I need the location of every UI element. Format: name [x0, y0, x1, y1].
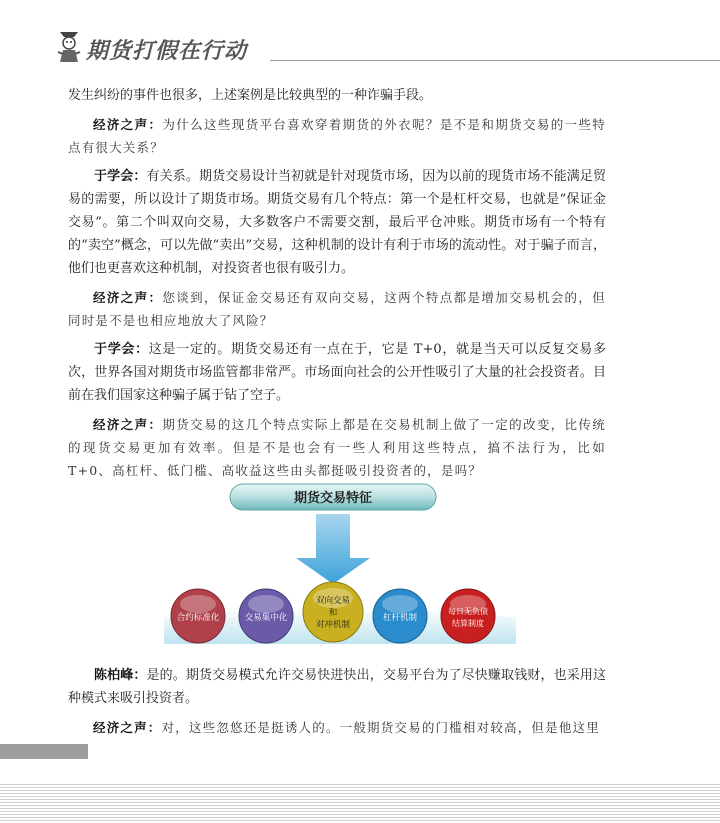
header-title: 期货打假在行动: [86, 39, 248, 64]
feature-circle: [441, 589, 495, 643]
svg-text:合约标准化: 合约标准化: [176, 613, 220, 623]
footer-stripes: [0, 784, 720, 823]
footer-tab: [0, 744, 88, 759]
paragraph: 经济之声：期货交易的这几个特点实际上都是在交易机制上做了一定的改变，比传统的现货交易更加有效率。但是不是也会有一些人利用这些特点，搞不法行为，比如 T+0、高杠杆、低门槛、高收益这些由头都挺吸引投资者的，是吗？: [68, 417, 606, 478]
speaker-label: 于学会：: [94, 169, 147, 184]
feature-circle: [303, 582, 363, 642]
speaker-label: 陈柏峰：: [94, 668, 147, 683]
paragraph: 于学会：这是一定的。期货交易还有一点在于，它是 T+0，就是当天可以反复交易多次，世界各国对期货市场监管都非常严。市场面向社会的公开性吸引了大量的社会投资者。目前在我们国家这种骗子属于钻了空子。: [68, 342, 606, 403]
svg-text:双向交易: 双向交易: [315, 596, 351, 606]
paragraph: 于学会：有关系。期货交易设计当初就是针对现货市场，因为以前的现货市场不能满足贸易的需要，所以设计了期货市场。期货交易有几个特点：第一个是杠杆交易，也就是“保证金交易”。第二个叫双向交易，大多数客户不需要交割，最后平仓冲账。期货市场有一个特有的“卖空”概念，可以先做“卖出”交易，这种机制的设计有利于市场的流动性。对于骗子而言，他们也更喜欢这种机制，对投资者也很有吸引力。: [68, 169, 606, 276]
speaker-label: 经济之声：: [93, 720, 162, 735]
feature-circle: [373, 589, 427, 643]
feature-circle: [171, 589, 225, 643]
paragraph: 陈柏峰：是的。期货交易模式允许交易快进快出，交易平台为了尽快赚取钱财，也采用这种模式来吸引投资者。: [68, 668, 606, 706]
svg-text:对冲机制: 对冲机制: [315, 620, 351, 630]
futures-features-diagram: [160, 478, 520, 650]
page-header: [48, 26, 720, 72]
mascot-icon: [54, 30, 84, 64]
speaker-label: 经济之声：: [93, 290, 163, 305]
article-body: [68, 84, 606, 488]
svg-text:和: 和: [328, 608, 338, 618]
paragraph: 经济之声：对，这些忽悠还是挺诱人的。一般期货交易的门槛相对较高，但是他这里: [93, 720, 600, 735]
speaker-label: 于学会：: [94, 342, 149, 357]
header-rule: [270, 60, 720, 61]
svg-text:每日无负债: 每日无负债: [448, 607, 488, 616]
speaker-label: 经济之声：: [93, 117, 163, 132]
diagram-title: 期货交易特征: [293, 491, 373, 506]
down-arrow-icon: [296, 514, 370, 584]
paragraph: 经济之声：您谈到，保证金交易还有双向交易，这两个特点都是增加交易机会的，但同时是不是也相应地放大了风险？: [68, 290, 606, 328]
article-body-continued: [68, 664, 606, 745]
svg-text:交易集中化: 交易集中化: [244, 613, 288, 623]
feature-circle: [239, 589, 293, 643]
paragraph: 经济之声：为什么这些现货平台喜欢穿着期货的外衣呢？是不是和期货交易的一些特点有很大关系？: [68, 117, 606, 155]
svg-text:结算制度: 结算制度: [452, 619, 484, 628]
svg-text:杠杆机制: 杠杆机制: [382, 613, 418, 623]
speaker-label: 经济之声：: [93, 417, 163, 432]
paragraph: 发生纠纷的事件也很多，上述案例是比较典型的一种诈骗手段。: [68, 88, 433, 103]
